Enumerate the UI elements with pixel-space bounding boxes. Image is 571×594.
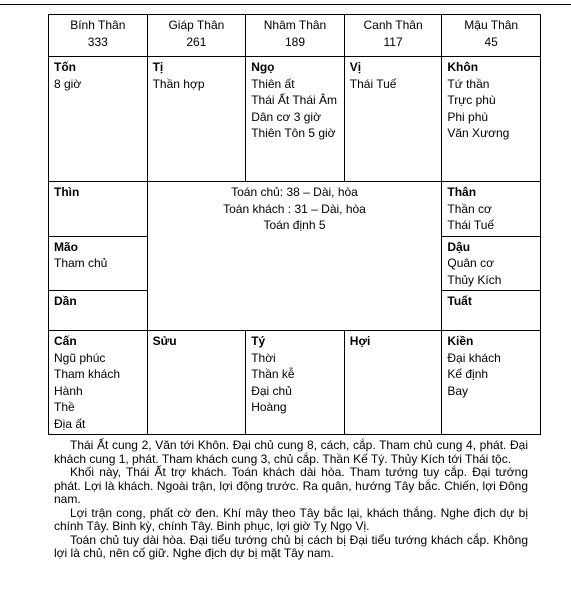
center-line: Toán định 5	[263, 218, 326, 232]
cell-than: Thân Thần cơ Thái Tuế	[442, 182, 541, 237]
cell-ton: Tốn 8 giờ	[49, 57, 148, 182]
cell-tuat: Tuất	[442, 291, 541, 331]
cell-kien: Kiền Đại khách Kế định Bay	[442, 331, 541, 435]
paragraph: Lợi trận cong, phất cờ đen. Khí mây theo Tây bắc lại, khách thắng. Nghe địch dự bị chính Tây. Binh kỳ, chính Tây. Binh phục, lợi giờ Tỵ Ngọ Vị.	[54, 505, 528, 533]
header-cell: Giáp Thân 261	[147, 15, 246, 57]
paragraph: Khối này, Thái Ất trợ khách. Toán khách dài hòa. Tham tướng tuy cắp. Đại tướng phát. Lợi là khách. Ngoài trận, lợi động trước. Ra quân, hướng Tây bắc. Chiến, lợi Đông nam.	[54, 465, 528, 506]
top-rule	[0, 4, 571, 5]
paragraph: Thái Ất cung 2, Văn tới Khôn. Đại chủ cung 8, cách, cắp. Tham chủ cung 4, phát. Đại khách cung 1, phát. Tham khách cung 3, chủ cắp. Thần Kế Tý. Thủy Kích tới Thái tộc.	[54, 438, 528, 466]
header-row	[49, 15, 541, 57]
center-summary	[147, 182, 442, 331]
cell-ty: Tý Thời Thần kễ Đại chủ Hoàng	[246, 331, 345, 435]
header-cell: Mậu Thân 45	[442, 15, 541, 57]
cell-mao: Mão Tham chủ	[49, 236, 148, 291]
center-line: Toán chủ: 38 – Dài, hòa	[231, 185, 358, 199]
cell-thin: Thìn	[49, 182, 148, 237]
body-text	[54, 439, 528, 561]
cell-can: Cấn Ngũ phúc Tham khách Hành Thề Địa ất	[49, 331, 148, 435]
center-line: Toán khách : 31 – Dài, hòa	[223, 201, 366, 216]
cell-dau: Dậu Quân cơ Thủy Kích	[442, 236, 541, 291]
header-cell: Nhâm Thân 189	[246, 15, 345, 57]
cell-suu: Sửu	[147, 331, 246, 435]
cell-ngo: Ngọ Thiên ất Thái Ất Thái Âm Dân cơ 3 giờ Thiên Tôn 5 giờ	[246, 57, 345, 182]
cell-hoi: Hợi	[344, 331, 442, 435]
header-cell: Bính Thân 333	[49, 15, 148, 57]
cell-dan: Dần	[49, 291, 148, 331]
cell-khon: Khôn Tứ thần Trực phù Phi phù Văn Xương	[442, 57, 541, 182]
palace-grid	[48, 14, 541, 435]
header-cell: Canh Thân 117	[344, 15, 442, 57]
paragraph: Toán chủ tuy dài hòa. Đại tiểu tướng chủ bị cách bị Đại tiểu tướng khách cắp. Không lợi là chủ, nên cố giữ. Nghe địch dự bị mặt Tây nam.	[54, 532, 528, 560]
cell-ti: Tị Thần hợp	[147, 57, 246, 182]
cell-vi: Vị Thái Tuế	[344, 57, 442, 182]
